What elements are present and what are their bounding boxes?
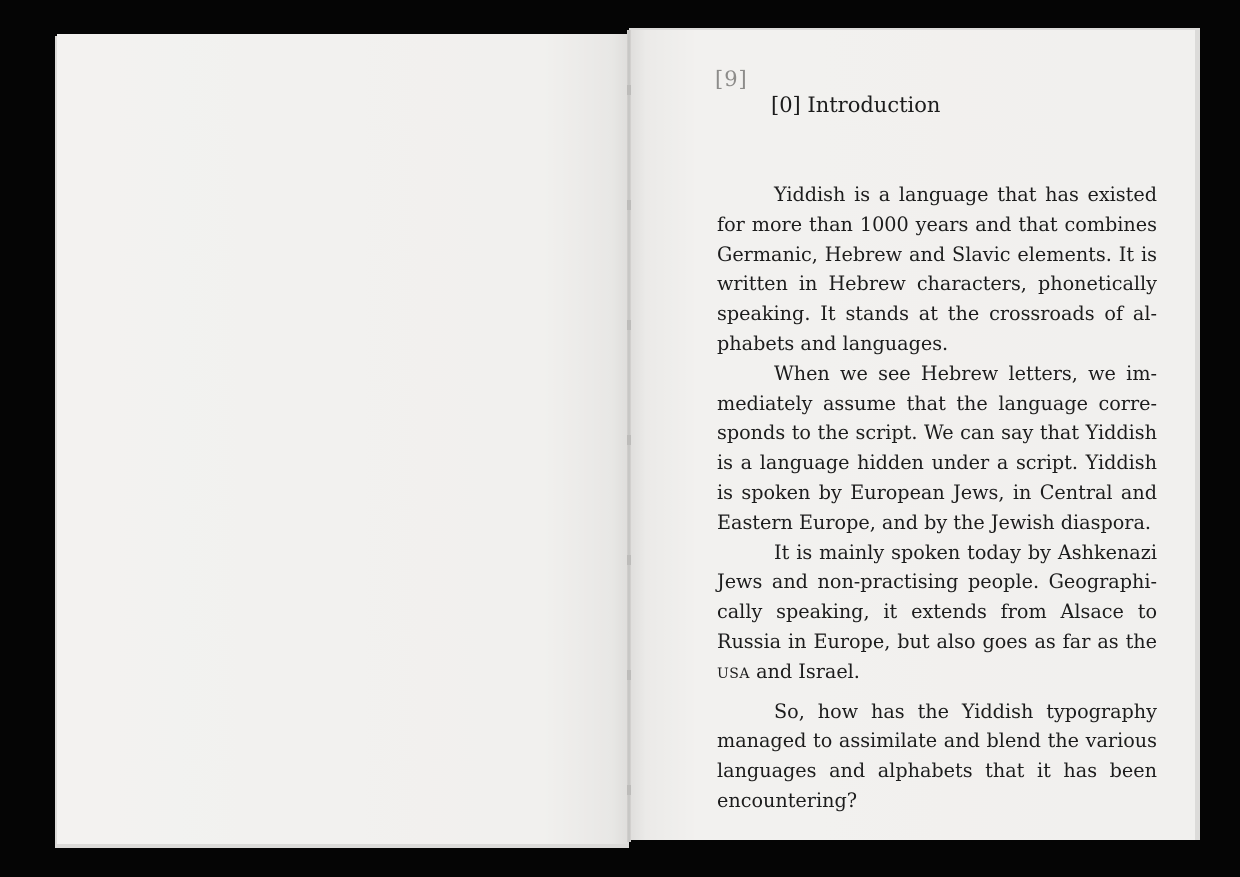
paragraph-2 [717,359,1157,538]
open-booklet [57,30,1197,845]
paragraph-4 [717,697,1157,816]
binding-stitch [627,555,631,565]
paragraph-text: When we see Hebrew letters, we immediately assume that the language corresponds to the script. We can say that Yiddish is a language hidden under a script. Yiddish is spoken by European Jews, in Central and Eastern Europe, and by the Jewish diaspora. [717,361,1157,534]
binding-stitch [627,85,631,95]
chapter-title: [0] Introduction [771,93,941,117]
binding-stitch [627,785,631,795]
body-text [717,180,1157,816]
paragraph-1 [717,180,1157,359]
paragraph-text: So, how has the Yiddish typography managed to assimilate and blend the various languages and alphabets that it has been encountering? [717,699,1157,812]
paragraph-text: Yiddish is a language that has existed for more than 1000 years and that combines Germanic, Hebrew and Slavic elements. It is written in Hebrew characters, phonetically speaking. It stands at the crossroads of alphabets and languages. [717,183,1157,355]
binding-stitch [627,320,631,330]
paragraph-3 [717,538,1157,690]
paragraph-text-end: and Israel. [750,659,860,683]
left-page-blank [57,34,629,844]
binding-stitch [627,200,631,210]
page-number: [9] [715,67,748,91]
paragraph-text: It is mainly spoken today by Ashkenazi Jews and non-practising people. Geographically speaking, it extends from Alsace to Russia in Europe, but also goes as far as the [717,540,1157,653]
binding-stitch [627,670,631,680]
binding-stitch [627,435,631,445]
smallcaps-abbreviation: USA [717,665,750,682]
